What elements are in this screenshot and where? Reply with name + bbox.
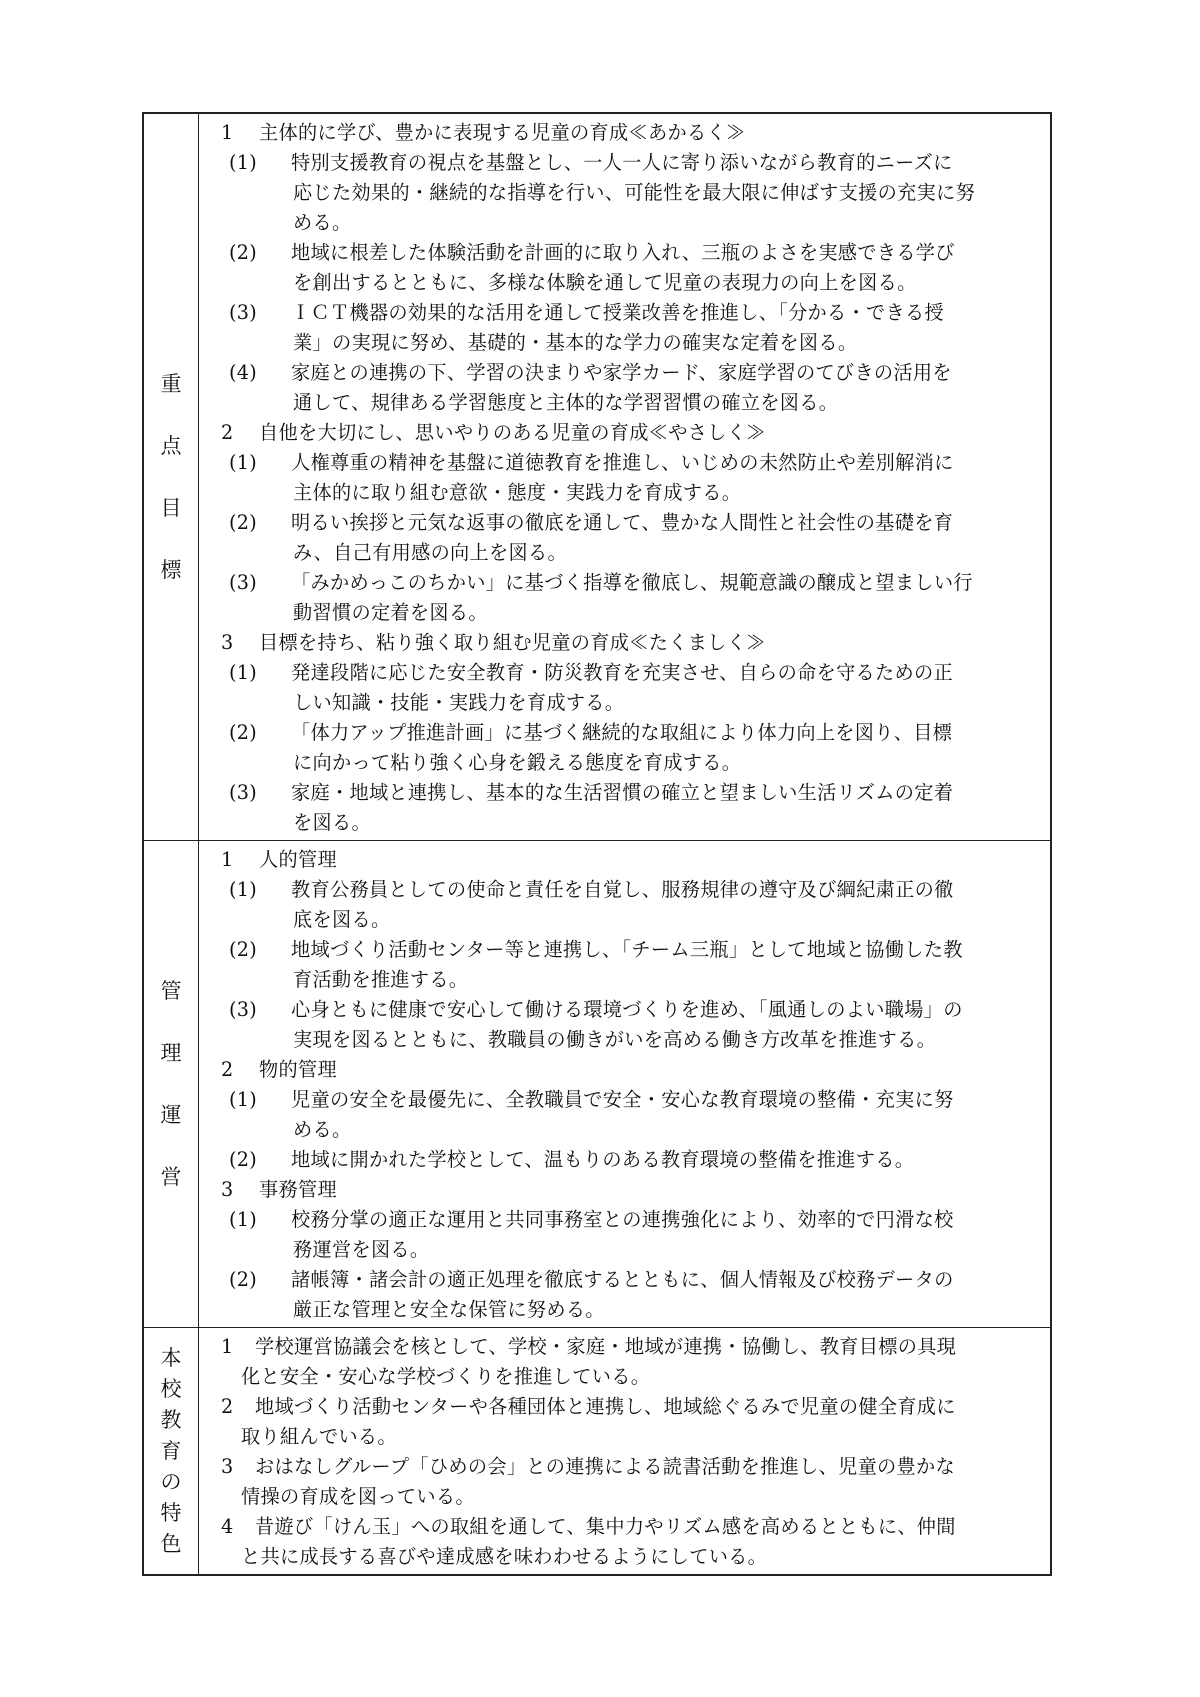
goal-item [211, 358, 1040, 388]
goal-item-text: 「みかめっこのちかい」に基づく指導を徹底し、規範意識の醸成と望ましい行 [291, 571, 973, 594]
section-label-cell [143, 1328, 199, 1576]
goal-item-number: (3) [229, 301, 258, 324]
section-content [199, 841, 1052, 1328]
section-label-char: 重 [160, 372, 182, 396]
goal-item-continuation: を図る。 [293, 811, 371, 834]
goal-item [211, 1085, 1040, 1115]
feature-continuation: 情操の育成を図っている。 [241, 1485, 475, 1508]
goal-number: 2 [221, 421, 234, 444]
section-row-priority-goals [143, 113, 1051, 841]
goal-number: 1 [221, 121, 234, 144]
goal-item-number: (1) [229, 451, 258, 474]
goal-title: 自他を大切にし、思いやりのある児童の育成≪やさしく≫ [259, 421, 766, 444]
goal-item-number: (3) [229, 998, 258, 1021]
goal-item-text: ＩＣＴ機器の効果的な活用を通して授業改善を推進し、「分かる・できる授 [291, 301, 944, 324]
goal-item-continuation: に向かって粘り強く心身を鍛える態度を育成する。 [293, 751, 742, 774]
goal-item-continuation: 通して、規律ある学習態度と主体的な学習習慣の確立を図る。 [293, 391, 839, 414]
goal-item-text: 家庭・地域と連携し、基本的な生活習慣の確立と望ましい生活リズムの定着 [291, 781, 954, 804]
section-label-char: 教 [160, 1407, 182, 1432]
goal-item-continuation: 実現を図るとともに、教職員の働きがいを高める働き方改革を推進する。 [293, 1028, 937, 1051]
section-label-char: 管 [160, 979, 182, 1003]
goal-item [211, 1145, 1040, 1175]
goal-item [211, 238, 1040, 268]
section-row-management [143, 841, 1051, 1328]
goal-item-text: 地域づくり活動センター等と連携し、「チーム三瓶」として地域と協働した教 [291, 938, 963, 961]
section-label-char: 校 [160, 1376, 182, 1401]
goal-item-continuation: 動習慣の定着を図る。 [293, 601, 488, 624]
goal-item-text: 教育公務員としての使命と責任を自覚し、服務規律の遵守及び綱紀粛正の徹 [291, 878, 954, 901]
goal-item-continuation: み、自己有用感の向上を図る。 [293, 541, 567, 564]
section-label-char: 点 [160, 434, 182, 458]
goal-item-text: 地域に開かれた学校として、温もりのある教育環境の整備を推進する。 [291, 1148, 915, 1171]
goal-item-number: (2) [229, 1268, 258, 1291]
goal-item-continuation: 主体的に取り組む意欲・態度・実践力を育成する。 [293, 481, 742, 504]
goal-title: 主体的に学び、豊かに表現する児童の育成≪あかるく≫ [259, 121, 746, 144]
section-label-char: 標 [160, 558, 182, 582]
school-goals-table [142, 112, 1052, 1576]
goal-heading [211, 628, 1040, 658]
section-label-char: 本 [160, 1345, 182, 1370]
feature-text: 昔遊び「けん玉」への取組を通して、集中力やリズム感を高めるとともに、仲間 [255, 1515, 956, 1538]
goal-item [211, 1205, 1040, 1235]
goal-heading [211, 418, 1040, 448]
goal-title: 事務管理 [259, 1178, 337, 1201]
goal-item [211, 778, 1040, 808]
goal-item [211, 718, 1040, 748]
goal-item-continuation: める。 [293, 211, 352, 234]
goal-item-number: (1) [229, 878, 258, 901]
goal-item-text: 諸帳簿・諸会計の適正処理を徹底するとともに、個人情報及び校務データの [291, 1268, 954, 1291]
goal-item [211, 448, 1040, 478]
goal-number: 1 [221, 848, 234, 871]
feature-number: 3 [221, 1455, 234, 1478]
goal-heading [211, 845, 1040, 875]
goal-item-number: (2) [229, 511, 258, 534]
goal-number: 2 [221, 1058, 234, 1081]
section-label [144, 960, 198, 1208]
goal-item-text: 特別支援教育の視点を基盤とし、一人一人に寄り添いながら教育的ニーズに [291, 151, 953, 174]
goal-item-text: 児童の安全を最優先に、全教職員で安全・安心な教育環境の整備・充実に努 [291, 1088, 954, 1111]
goal-item-continuation: 育活動を推進する。 [293, 968, 469, 991]
goal-item-text: 明るい挨拶と元気な返事の徹底を通して、豊かな人間性と社会性の基礎を育 [291, 511, 954, 534]
section-content [199, 1328, 1052, 1576]
section-row-features [143, 1328, 1051, 1576]
section-label [144, 353, 198, 601]
goal-item-number: (4) [229, 361, 258, 384]
goal-item-continuation: を創出するとともに、多様な体験を通して児童の表現力の向上を図る。 [293, 271, 917, 294]
goal-item-number: (1) [229, 1208, 258, 1231]
goal-item-text: 発達段階に応じた安全教育・防災教育を充実させ、自らの命を守るための正 [291, 661, 953, 684]
goal-heading [211, 118, 1040, 148]
goal-item [211, 875, 1040, 905]
section-label-char: 運 [160, 1103, 182, 1127]
feature-item [211, 1512, 1040, 1542]
section-label-char: の [160, 1469, 182, 1494]
goal-item-continuation: 業」の実現に努め、基礎的・基本的な学力の確実な定着を図る。 [293, 331, 858, 354]
goal-number: 3 [221, 1178, 234, 1201]
goal-item [211, 1265, 1040, 1295]
feature-text: 地域づくり活動センターや各種団体と連携し、地域総ぐるみで児童の健全育成に [255, 1395, 956, 1418]
feature-number: 4 [221, 1515, 234, 1538]
goal-item-number: (3) [229, 571, 258, 594]
goal-item-number: (2) [229, 241, 258, 264]
goal-item-number: (1) [229, 1088, 258, 1111]
feature-text: 学校運営協議会を核として、学校・家庭・地域が連携・協働し、教育目標の具現 [255, 1335, 957, 1358]
goal-item [211, 298, 1040, 328]
section-label-char: 育 [160, 1438, 182, 1463]
goal-item [211, 935, 1040, 965]
goal-item-continuation: 応じた効果的・継続的な指導を行い、可能性を最大限に伸ばす支援の充実に努 [293, 181, 976, 204]
goal-item-number: (2) [229, 721, 258, 744]
feature-continuation: 化と安全・安心な学校づくりを推進している。 [241, 1365, 651, 1388]
section-label-cell [143, 113, 199, 841]
goal-heading [211, 1175, 1040, 1205]
section-label-char: 特 [160, 1500, 182, 1525]
goal-item-text: 心身ともに健康で安心して働ける環境づくりを進め、「風通しのよい職場」の [291, 998, 963, 1021]
goal-item-number: (1) [229, 661, 258, 684]
goal-item-number: (2) [229, 1148, 258, 1171]
goal-item-text: 家庭との連携の下、学習の決まりや家学カード、家庭学習のてびきの活用を [291, 361, 952, 384]
goal-item [211, 995, 1040, 1025]
goal-item-continuation: 務運営を図る。 [293, 1238, 430, 1261]
goal-item-continuation: 底を図る。 [293, 908, 391, 931]
goal-item-text: 人権尊重の精神を基盤に道徳教育を推進し、いじめの未然防止や差別解消に [291, 451, 954, 474]
goal-item-continuation: める。 [293, 1118, 352, 1141]
section-content [199, 113, 1052, 841]
goal-item-number: (2) [229, 938, 258, 961]
feature-continuation: 取り組んでいる。 [241, 1425, 397, 1448]
feature-text: おはなしグループ「ひめの会」との連携による読書活動を推進し、児童の豊かな [255, 1455, 956, 1478]
goal-item-number: (1) [229, 151, 258, 174]
goal-item [211, 508, 1040, 538]
goal-item-number: (3) [229, 781, 258, 804]
feature-item [211, 1392, 1040, 1422]
feature-number: 1 [221, 1335, 234, 1358]
goal-item [211, 658, 1040, 688]
section-label-cell [143, 841, 199, 1328]
feature-number: 2 [221, 1395, 234, 1418]
section-label [144, 1343, 198, 1560]
goal-item-text: 校務分掌の適正な運用と共同事務室との連携強化により、効率的で円滑な校 [291, 1208, 954, 1231]
goal-item-text: 地域に根差した体験活動を計画的に取り入れ、三瓶のよさを実感できる学び [291, 241, 955, 264]
feature-item [211, 1452, 1040, 1482]
feature-item [211, 1332, 1040, 1362]
goal-item [211, 148, 1040, 178]
goal-item-text: 「体力アップ推進計画」に基づく継続的な取組により体力向上を図り、目標 [291, 721, 953, 744]
goal-item [211, 568, 1040, 598]
goal-heading [211, 1055, 1040, 1085]
section-label-char: 理 [160, 1041, 182, 1065]
goal-item-continuation: 厳正な管理と安全な保管に努める。 [293, 1298, 605, 1321]
goal-number: 3 [221, 631, 234, 654]
goal-title: 目標を持ち、粘り強く取り組む児童の育成≪たくましく≫ [259, 631, 766, 654]
section-label-char: 色 [160, 1531, 182, 1556]
goal-item-continuation: しい知識・技能・実践力を育成する。 [293, 691, 625, 714]
goal-title: 人的管理 [259, 848, 337, 871]
section-label-char: 目 [160, 496, 182, 520]
goal-title: 物的管理 [259, 1058, 337, 1081]
feature-continuation: と共に成長する喜びや達成感を味わわせるようにしている。 [241, 1545, 768, 1568]
section-label-char: 営 [160, 1165, 182, 1189]
